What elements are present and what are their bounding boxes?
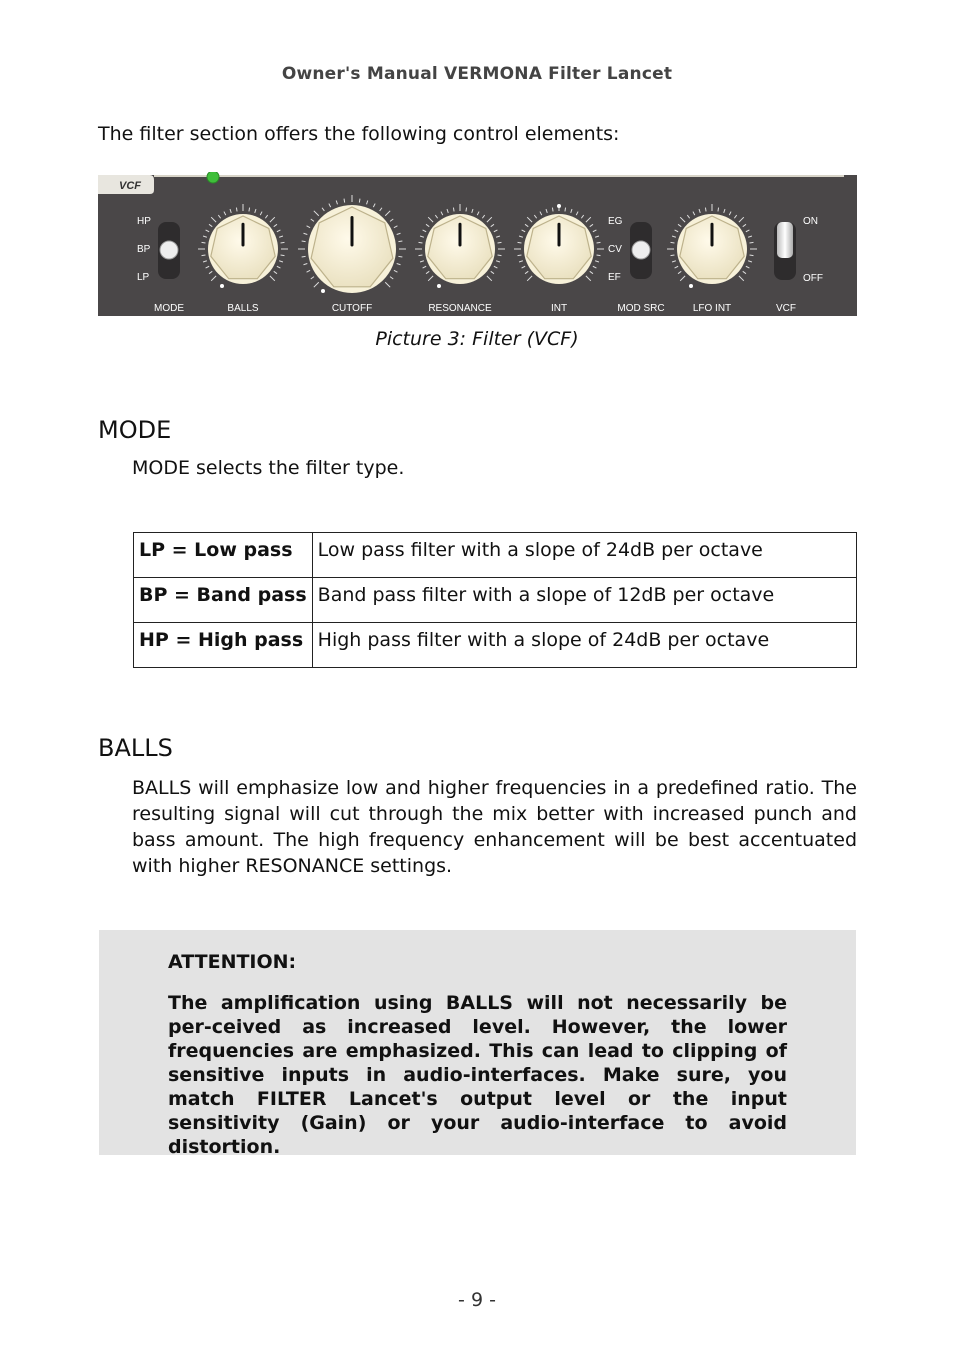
knob-scale-tick — [453, 208, 454, 212]
knob-scale-tick — [359, 199, 360, 203]
knob-scale-tick — [398, 256, 402, 257]
mod-src-switch-lever[interactable] — [632, 241, 650, 259]
label-cutoff: CUTOFF — [331, 303, 373, 314]
label-mod-src: MOD SRC — [617, 303, 665, 314]
knob-scale-tick — [750, 255, 754, 256]
knob-scale-tick — [202, 255, 206, 256]
knob-scale-tick — [419, 255, 423, 256]
knob-scale-tick — [750, 242, 754, 243]
knob-scale-tick — [236, 208, 237, 212]
modsrc-label-cv: CV — [608, 244, 622, 255]
label-balls: BALLS — [227, 303, 259, 314]
table-row — [134, 578, 857, 623]
knob-scale-tick — [552, 208, 553, 212]
mode-text: MODE selects the filter type. — [132, 457, 405, 479]
knob-scale-tick — [302, 256, 306, 257]
knob-scale-tick — [498, 255, 502, 256]
table-cell-desc: Low pass filter with a slope of 24dB per octave — [312, 533, 856, 578]
table-cell-desc: High pass filter with a slope of 24dB per octave — [312, 623, 856, 668]
mode-label-bp: BP — [137, 244, 151, 255]
modsrc-label-ef: EF — [608, 272, 621, 283]
knob-scale-tick — [518, 255, 522, 256]
knob-start-dot — [321, 289, 325, 293]
knob-scale-tick — [597, 242, 601, 243]
led-indicator — [207, 172, 219, 183]
mode-label-lp: LP — [137, 272, 150, 283]
table-cell-key: HP = High pass — [134, 623, 313, 668]
knob-scale-tick — [671, 242, 675, 243]
table-cell-key: BP = Band pass — [134, 578, 313, 623]
vcf-toggle-lever[interactable] — [777, 222, 793, 258]
knob-start-dot — [437, 284, 441, 288]
knob-scale-tick — [565, 208, 566, 212]
table-row — [134, 623, 857, 668]
knob-scale-tick — [281, 255, 285, 256]
knob-start-dot — [557, 204, 561, 208]
vcf-panel-image — [98, 172, 857, 316]
knob-scale-tick — [718, 208, 719, 212]
knob-scale-tick — [344, 199, 345, 203]
knob-scale-tick — [671, 255, 675, 256]
knob-scale-tick — [597, 255, 601, 256]
knob-scale-tick — [705, 208, 706, 212]
table-cell-key: LP = Low pass — [134, 533, 313, 578]
page-number: - 9 - — [458, 1289, 496, 1311]
label-mode: MODE — [154, 303, 184, 314]
knob-scale-tick — [249, 208, 250, 212]
knob-scale-tick — [498, 242, 502, 243]
mode-switch-lever[interactable] — [160, 241, 178, 259]
figure-caption: Picture 3: Filter (VCF) — [375, 328, 579, 350]
knob-start-dot — [689, 284, 693, 288]
vcf-label-off: OFF — [803, 273, 823, 284]
knob-scale-tick — [419, 242, 423, 243]
running-header: Owner's Manual VERMONA Filter Lancet — [281, 64, 673, 84]
knob-scale-tick — [518, 242, 522, 243]
label-lfo-int: LFO INT — [692, 303, 732, 314]
knob-start-dot — [220, 284, 224, 288]
mode-label-hp: HP — [137, 216, 151, 227]
attention-box — [99, 930, 856, 1158]
vcf-tag-label: VCF — [119, 180, 141, 192]
knob-scale-tick — [281, 242, 285, 243]
table-row — [134, 533, 857, 578]
knob-scale-tick — [466, 208, 467, 212]
attention-text: The amplification using BALLS will not necessarily be per-ceived as increased level. However, the lower frequencies are emphasized. This can lead to clipping of sensitive inputs in audio-interfaces. Make sure, you match FILTER Lancet's output level or the input sensitivity (Gain) or your audio-interface to avoid distortion. — [168, 992, 787, 1158]
knob-scale-tick — [202, 242, 206, 243]
vcf-label-on: ON — [803, 216, 818, 227]
knob-scale-tick — [302, 241, 306, 242]
balls-text: BALLS will emphasize low and higher frequencies in a predefined ratio. The resulting signal will cut through the mix better with increased punch and bass amount. The high frequency enhancement will be best accentuated with higher RESONANCE settings. — [132, 777, 857, 877]
balls-heading: BALLS — [98, 734, 173, 762]
label-vcf: VCF — [776, 303, 796, 314]
mode-heading: MODE — [98, 416, 172, 444]
label-resonance: RESONANCE — [428, 303, 492, 314]
label-int: INT — [550, 303, 568, 314]
modsrc-label-eg: EG — [608, 216, 623, 227]
table-cell-desc: Band pass filter with a slope of 12dB per octave — [312, 578, 856, 623]
attention-title: ATTENTION: — [168, 951, 297, 973]
knob-scale-tick — [398, 241, 402, 242]
intro-text: The filter section offers the following control elements: — [98, 123, 620, 145]
mode-table — [133, 532, 857, 668]
